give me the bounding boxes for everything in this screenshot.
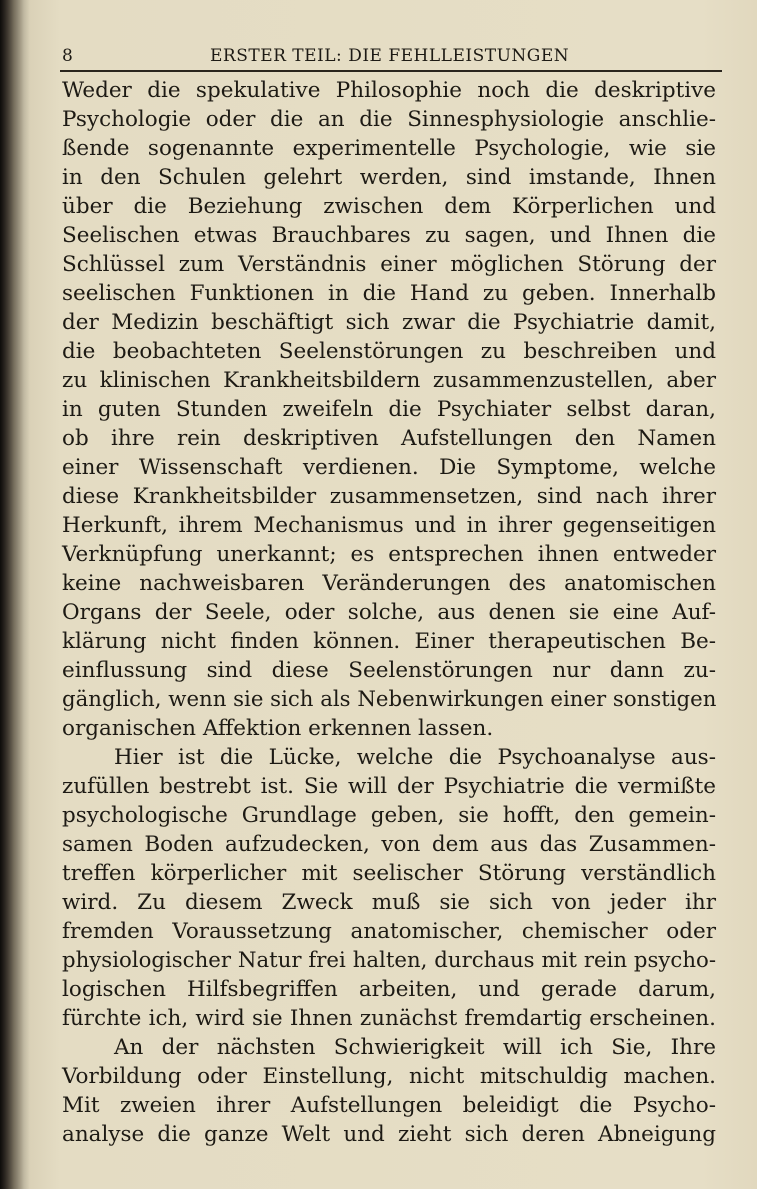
paragraph-start-line: Hier ist die Lücke, welche die Psychoanalyse aus- [114, 745, 716, 770]
text-line: Organs der Seele, oder solche, aus denen sie eine Auf- [62, 600, 716, 625]
text-line: fremden Voraussetzung anatomischer, chemischer oder [62, 919, 716, 944]
text-line: diese Krankheitsbilder zusammensetzen, sind nach ihrer [62, 484, 716, 509]
text-line: keine nachweisbaren Veränderungen des anatomischen [62, 571, 716, 596]
text-line: psychologische Grundlage geben, sie hofft, den gemein- [62, 803, 716, 828]
text-line: Seelischen etwas Brauchbares zu sagen, und Ihnen die [62, 223, 716, 248]
text-line: Verknüpfung unerkannt; es entsprechen ihnen entweder [62, 542, 716, 567]
text-line: Mit zweien ihrer Aufstellungen beleidigt die Psycho- [62, 1093, 716, 1118]
text-line: logischen Hilfsbegriffen arbeiten, und gerade darum, [62, 977, 716, 1002]
running-head: ERSTER TEIL: DIE FEHLLEISTUNGEN [210, 46, 570, 66]
text-line: analyse die ganze Welt und zieht sich deren Abneigung [62, 1122, 716, 1147]
text-line: der Medizin beschäftigt sich zwar die Psychiatrie damit, [62, 310, 716, 335]
text-line: ob ihre rein deskriptiven Aufstellungen den Namen [62, 426, 716, 451]
paragraph-start-line: An der nächsten Schwierigkeit will ich Sie, Ihre [114, 1035, 716, 1060]
body-text [62, 76, 716, 1149]
text-line: einflussung sind diese Seelenstörungen nur dann zu- [62, 658, 716, 683]
text-line: Psychologie oder die an die Sinnesphysiologie anschlie- [62, 107, 716, 132]
text-line: seelischen Funktionen in die Hand zu geben. Innerhalb [62, 281, 716, 306]
text-line: Vorbildung oder Einstellung, nicht mitschuldig machen. [62, 1064, 716, 1089]
text-line: gänglich, wenn sie sich als Nebenwirkungen einer sonstigen [62, 687, 717, 712]
text-line: Weder die spekulative Philosophie noch die deskriptive [62, 78, 716, 103]
text-line: die beobachteten Seelenstörungen zu beschreiben und [62, 339, 716, 364]
page-header [62, 46, 722, 70]
text-line: Schlüssel zum Verständnis einer möglichen Störung der [62, 252, 716, 277]
text-line: einer Wissenschaft verdienen. Die Symptome, welche [62, 455, 716, 480]
text-line: Herkunft, ihrem Mechanismus und in ihrer gegenseitigen [62, 513, 716, 538]
text-line: zufüllen bestrebt ist. Sie will der Psychiatrie die vermißte [62, 774, 716, 799]
text-line: samen Boden aufzudecken, von dem aus das Zusammen- [62, 832, 716, 857]
text-line: zu klinischen Krankheitsbildern zusammenzustellen, aber [62, 368, 716, 393]
text-line: über die Beziehung zwischen dem Körperlichen und [62, 194, 716, 219]
text-line: in guten Stunden zweifeln die Psychiater selbst daran, [62, 397, 716, 422]
text-line: treffen körperlicher mit seelischer Störung verständlich [62, 861, 716, 886]
paragraph-end-line: organischen Affektion erkennen lassen. [62, 716, 494, 741]
header-rule [60, 70, 722, 72]
text-line: fürchte ich, wird sie Ihnen zunächst fremdartig erscheinen. [62, 1006, 716, 1031]
page-number: 8 [62, 46, 74, 66]
text-line: ßende sogenannte experimentelle Psychologie, wie sie [62, 136, 716, 161]
spine-shadow [0, 0, 30, 1189]
text-line: wird. Zu diesem Zweck muß sie sich von jeder ihr [62, 890, 716, 915]
text-line: klärung nicht finden können. Einer therapeutischen Be- [62, 629, 716, 654]
text-line: in den Schulen gelehrt werden, sind imstande, Ihnen [62, 165, 716, 190]
text-line: physiologischer Natur frei halten, durchaus mit rein psycho- [62, 948, 716, 973]
